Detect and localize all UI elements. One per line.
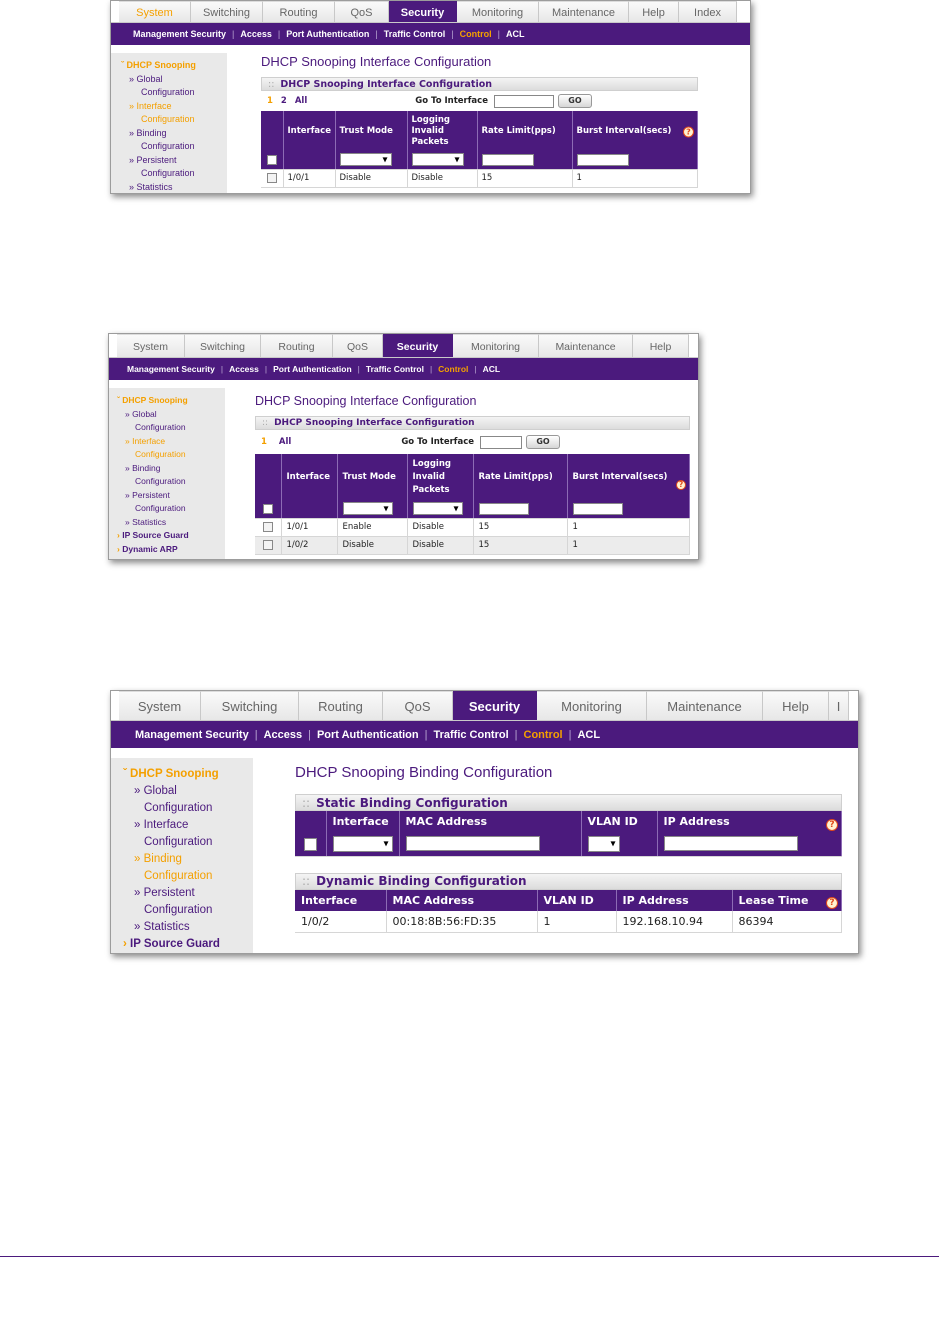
subnav-acl[interactable]: ACL [577,728,601,741]
menu-interface[interactable]: » Interface [125,435,166,446]
cell-trust-mode: Enable [337,518,407,536]
subnav-access[interactable]: Access [263,728,303,741]
menu-interface[interactable]: » Interface [134,819,189,831]
page-all-link[interactable]: All [278,437,292,447]
cell-burst-interval: 1 [572,169,698,187]
table-row [261,169,698,187]
select-all-checkbox[interactable] [263,504,273,514]
help-icon[interactable]: ? [676,480,686,490]
tab-security[interactable]: Security [453,691,537,720]
tab-maintenance[interactable]: Maintenance [539,334,633,357]
cell-interface: 1/0/1 [283,169,335,187]
col-logging-invalid: Logging Invalid Packets [407,111,477,151]
sub-nav: Management Security | Access | Port Authentication | Traffic Control | Control | ACL [111,721,858,748]
left-menu [109,388,225,559]
goto-label: Go To Interface [401,437,475,447]
subnav-control[interactable]: Control [523,728,563,741]
table-header-row [261,111,698,151]
table-row [295,911,842,933]
edit-row [261,151,698,169]
col-vlan-id: VLAN ID [537,890,616,911]
tab-index[interactable]: Index [679,1,737,22]
interface-table [261,111,698,188]
expand-icon: ˇ [123,768,131,780]
tab-help[interactable]: Help [629,1,679,22]
subnav-traffic-control[interactable]: Traffic Control [365,364,424,374]
edit-row [255,500,690,518]
dynamic-binding-section [295,873,842,934]
page-1-link[interactable]: 1 [267,96,273,106]
cell-interface: 1/0/2 [295,911,386,933]
page-title: DHCP Snooping Interface Configuration [255,394,477,408]
menu-persistent-config[interactable]: Configuration [135,503,186,513]
tab-system[interactable]: System [117,334,185,357]
page-all-link[interactable]: All [294,96,308,106]
burst-interval-input[interactable] [573,503,623,515]
tab-switching[interactable]: Switching [191,1,263,22]
table-header-row [255,454,690,500]
menu-persistent[interactable]: » Persistent [134,887,195,899]
sub-nav: Management Security | Access | Port Authentication | Traffic Control | Control | ACL [109,358,698,380]
content-area [253,748,858,953]
subnav-management-security[interactable]: Management Security [127,364,215,374]
subnav-port-authentication[interactable]: Port Authentication [286,29,370,39]
pager [255,430,690,454]
menu-ip-source-guard[interactable]: › IP Source Guard [123,938,220,950]
menu-persistent[interactable]: » Persistent [125,489,170,500]
cell-rate-limit: 15 [473,536,567,554]
section-header: :: DHCP Snooping Interface Configuration ? [255,416,690,430]
subnav-port-authentication[interactable]: Port Authentication [273,364,352,374]
menu-global[interactable]: » Global [134,785,177,797]
interface-config-section [255,416,690,555]
cell-trust-mode: Disable [335,169,407,187]
goto-interface-input[interactable] [480,436,522,449]
tab-qos[interactable]: QoS [383,691,453,720]
screenshot-interface-config-2 [108,333,699,560]
page-title: DHCP Snooping Binding Configuration [295,764,553,781]
col-rate-limit: Rate Limit(pps) [477,111,572,151]
col-ip-address: IP Address [657,811,842,832]
tab-switching[interactable]: Switching [201,691,299,720]
menu-global-config[interactable]: Configuration [141,87,195,97]
tab-routing[interactable]: Routing [261,334,333,357]
col-interface: Interface [281,454,337,500]
menu-persistent-config[interactable]: Configuration [141,168,195,178]
burst-interval-input[interactable] [577,154,629,166]
help-icon[interactable]: ? [683,127,694,138]
goto-label: Go To Interface [415,96,488,106]
row-checkbox[interactable] [263,522,273,532]
tab-help[interactable]: Help [763,691,829,720]
go-button[interactable]: GO [558,94,592,108]
menu-statistics[interactable]: » Statistics [129,181,173,192]
menu-dhcp-snooping[interactable]: ˇ DHCP Snooping [121,60,196,70]
tab-routing[interactable]: Routing [263,1,335,22]
cell-rate-limit: 15 [477,169,572,187]
col-mac-address: MAC Address [386,890,537,911]
subnav-access[interactable]: Access [240,29,272,39]
tab-qos[interactable]: QoS [333,334,383,357]
cell-interface: 1/0/2 [281,536,337,554]
logging-select[interactable] [412,153,464,166]
col-logging-invalid: Logging Invalid Packets [407,454,473,500]
tab-monitoring[interactable]: Monitoring [537,691,647,720]
tab-monitoring[interactable]: Monitoring [453,334,539,357]
vlan-id-select[interactable] [588,836,620,852]
menu-binding[interactable]: » Binding [134,853,182,865]
cell-logging: Disable [407,169,477,187]
select-col-header [261,111,283,151]
dynamic-binding-table [295,890,842,934]
menu-statistics[interactable]: » Statistics [125,516,167,527]
screenshot-binding-config [110,690,859,954]
subnav-port-authentication[interactable]: Port Authentication [316,728,419,741]
rate-limit-input[interactable] [479,503,529,515]
help-icon[interactable]: ? [826,819,838,831]
tab-security[interactable]: Security [389,1,457,22]
col-burst-interval: Burst Interval(secs) [572,111,698,151]
cell-burst-interval: 1 [567,536,690,554]
tab-maintenance[interactable]: Maintenance [647,691,763,720]
tab-qos[interactable]: QoS [335,1,389,22]
static-binding-section [295,794,842,857]
left-menu [111,758,253,953]
section-header: :: DHCP Snooping Interface Configuration ? [261,77,698,91]
subnav-traffic-control[interactable]: Traffic Control [383,29,446,39]
subnav-acl[interactable]: ACL [505,29,525,39]
cell-burst-interval: 1 [567,518,690,536]
left-menu [111,53,227,193]
select-col-header [255,454,281,500]
arrow-icon: › [123,938,131,950]
row-checkbox[interactable] [263,540,273,550]
cell-lease-time: 86394 [732,911,842,933]
goto-interface-input[interactable] [494,95,554,108]
subnav-management-security[interactable]: Management Security [135,728,249,741]
col-interface: Interface [326,811,399,832]
section-header: :: Dynamic Binding Configuration ? [295,873,842,890]
content-area [225,380,698,559]
tab-security[interactable]: Security [383,334,453,357]
cell-rate-limit: 15 [473,518,567,536]
ip-address-input[interactable] [664,836,798,851]
pager [261,91,698,111]
tab-switching[interactable]: Switching [185,334,261,357]
menu-dynamic-arp[interactable]: › Dynamic ARP [117,543,178,554]
mac-address-input[interactable] [406,836,540,851]
subnav-control[interactable]: Control [438,364,469,374]
expand-icon: ˇ [121,60,127,70]
menu-dhcp-snooping[interactable]: ˇ DHCP Snooping [123,768,219,780]
static-binding-table [295,811,842,857]
trust-mode-select[interactable] [340,153,392,166]
page-1-link[interactable]: 1 [261,437,267,447]
tab-system[interactable]: System [119,1,191,22]
table-row [255,536,690,554]
col-mac-address: MAC Address [399,811,581,832]
trust-mode-select[interactable] [343,502,393,515]
cell-logging: Disable [407,518,473,536]
menu-binding-config[interactable]: Configuration [141,141,195,151]
screenshot-interface-config-1 [110,0,751,194]
sub-nav: Management Security | Access | Port Authentication | Traffic Control | Control | ACL [111,23,750,45]
tab-monitoring[interactable]: Monitoring [457,1,539,22]
menu-interface-config[interactable]: Configuration [135,449,186,459]
page-title: DHCP Snooping Interface Configuration [261,54,492,69]
tab-index[interactable]: I [829,691,849,720]
menu-interface-config[interactable]: Configuration [144,836,213,848]
menu-ip-source-guard[interactable]: › IP Source Guard [117,530,189,540]
cell-interface: 1/0/1 [281,518,337,536]
tab-maintenance[interactable]: Maintenance [539,1,629,22]
cell-vlan-id: 1 [537,911,616,933]
page-footer-rule [0,1256,939,1257]
cell-logging: Disable [407,536,473,554]
subnav-traffic-control[interactable]: Traffic Control [433,728,509,741]
col-burst-interval: Burst Interval(secs) [567,454,690,500]
subnav-acl[interactable]: ACL [482,364,501,374]
col-ip-address: IP Address [616,890,732,911]
menu-dhcp-snooping[interactable]: ˇ DHCP Snooping [117,395,188,405]
menu-global[interactable]: » Global [125,408,157,419]
col-vlan-id: VLAN ID [581,811,657,832]
interface-config-section [261,77,698,188]
go-button[interactable]: GO [526,435,560,449]
table-header-row [295,811,842,832]
menu-persistent-config[interactable]: Configuration [144,904,213,916]
menu-persistent[interactable]: » Persistent [129,154,177,165]
col-rate-limit: Rate Limit(pps) [473,454,567,500]
subnav-access[interactable]: Access [229,364,259,374]
table-header-row [295,890,842,911]
col-interface: Interface [283,111,335,151]
tab-bar [111,691,858,721]
expand-icon: ˇ [117,395,123,405]
content-area [227,45,750,193]
subnav-management-security[interactable]: Management Security [133,29,227,39]
menu-binding[interactable]: » Binding [129,127,167,138]
help-icon[interactable]: ? [826,897,838,909]
col-trust-mode: Trust Mode [335,111,407,151]
select-all-checkbox[interactable] [304,838,317,851]
interface-select[interactable] [333,836,393,852]
logging-select[interactable] [413,502,463,515]
subnav-control[interactable]: Control [459,29,492,39]
page-2-link[interactable]: 2 [280,96,287,106]
col-trust-mode: Trust Mode [337,454,407,500]
menu-interface[interactable]: » Interface [129,100,172,111]
cell-mac-address: 00:18:8B:56:FD:35 [386,911,537,933]
select-all-checkbox[interactable] [267,155,277,165]
select-col-header [295,811,326,832]
interface-table [255,454,690,555]
tab-routing[interactable]: Routing [299,691,383,720]
rate-limit-input[interactable] [482,154,534,166]
cell-trust-mode: Disable [337,536,407,554]
section-header: :: Static Binding Configuration ? [295,794,842,811]
row-checkbox[interactable] [267,173,277,183]
menu-statistics[interactable]: » Statistics [134,921,190,933]
col-lease-time: Lease Time [732,890,842,911]
tab-help[interactable]: Help [633,334,689,357]
menu-global-config[interactable]: Configuration [135,422,186,432]
arrow-icon: › [117,530,123,540]
menu-interface-config[interactable]: Configuration [141,114,195,124]
tab-bar [109,334,698,358]
cell-ip-address: 192.168.10.94 [616,911,732,933]
tab-bar [111,1,750,23]
menu-global[interactable]: » Global [129,73,163,84]
table-row [255,518,690,536]
edit-row [295,832,842,856]
menu-binding[interactable]: » Binding [125,462,161,473]
menu-global-config[interactable]: Configuration [144,802,213,814]
arrow-icon: › [117,543,123,554]
col-interface: Interface [295,890,386,911]
menu-binding-config[interactable]: Configuration [135,476,186,486]
menu-binding-config[interactable]: Configuration [144,870,213,882]
tab-system[interactable]: System [119,691,201,720]
